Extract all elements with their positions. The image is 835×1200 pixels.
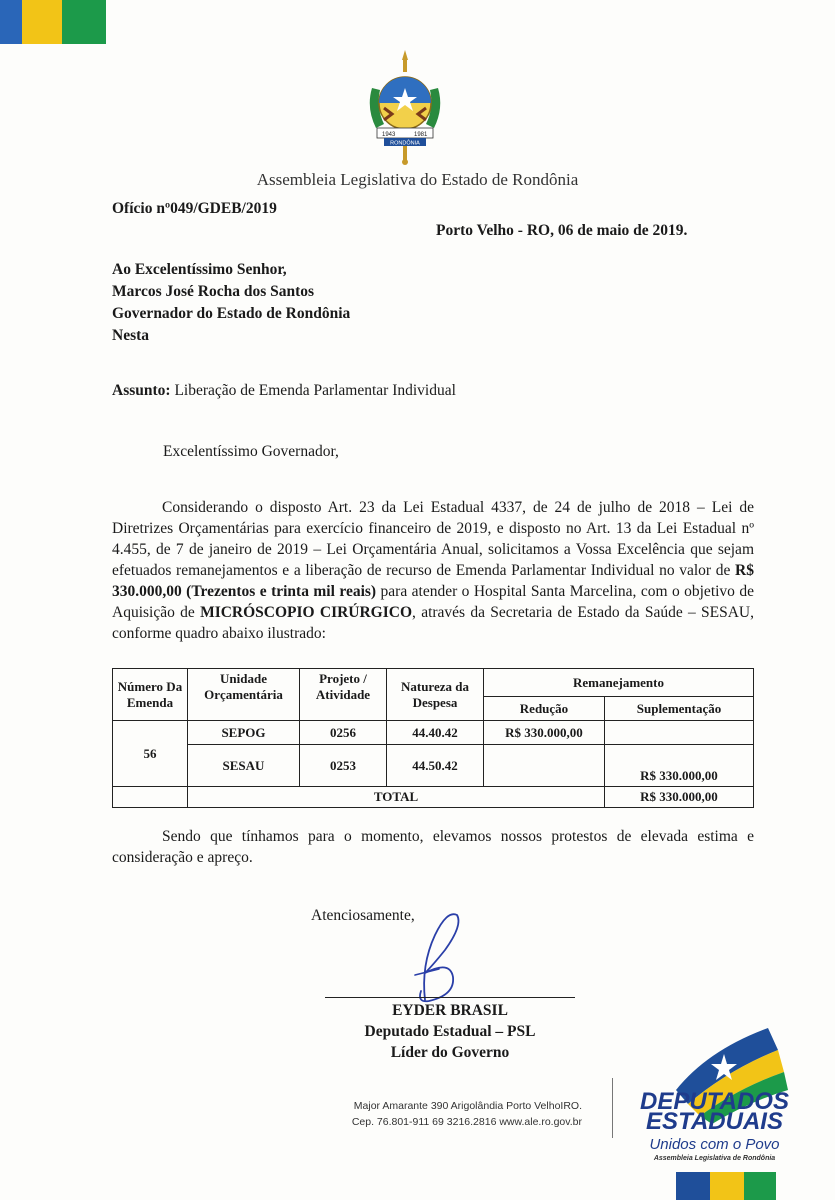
institution-name: Assembleia Legislativa do Estado de Rondônia xyxy=(256,170,579,189)
recipient-block xyxy=(112,259,350,347)
body-item: MICRÓSCOPIO CIRÚRGICO xyxy=(200,604,413,621)
footer-divider xyxy=(612,1078,613,1138)
body-text-3: , através da Secretaria de Estado da Saúde – SESAU, conforme quadro abaixo ilustrado: xyxy=(112,604,754,642)
header-reducao: Redução xyxy=(484,697,605,721)
cell-projeto: 0253 xyxy=(300,745,387,787)
seal-name: RONDÔNIA xyxy=(390,140,420,147)
budget-table xyxy=(112,668,754,808)
signer-name: EYDER BRASIL xyxy=(392,1002,508,1019)
signer-role: Deputado Estadual – PSL xyxy=(364,1023,536,1040)
logo-small-text: Assembleia Legislativa de Rondônia xyxy=(653,1155,776,1162)
document-date: Porto Velho - RO, 06 de maio de 2019. xyxy=(436,222,688,239)
document-reference: Ofício nº049/GDEB/2019 xyxy=(112,200,277,217)
header-numero: Número Da Emenda xyxy=(113,669,188,721)
logo-line-2: ESTADUAIS xyxy=(646,1108,783,1135)
footer-address-line: Cep. 76.801-911 69 3216.2816 www.ale.ro.gov.br xyxy=(351,1116,582,1128)
table-total-row xyxy=(113,787,754,808)
closing-text: Sendo que tínhamos para o momento, elevamos nossos protestos de elevada estima e consideração e apreço. xyxy=(112,828,754,866)
seal-year-left: 1943 xyxy=(382,132,396,138)
total-value: R$ 330.000,00 xyxy=(605,787,754,808)
subject-line xyxy=(112,382,456,400)
cell-reducao xyxy=(484,745,605,787)
cell-natureza: 44.40.42 xyxy=(387,721,484,745)
signature-block xyxy=(325,1000,575,1063)
seal-year-right: 1981 xyxy=(414,132,428,138)
recipient-line: Nesta xyxy=(112,327,150,344)
header-remanejamento: Remanejamento xyxy=(484,669,754,697)
flag-stripes-top xyxy=(0,0,106,44)
recipient-line: Marcos José Rocha dos Santos xyxy=(112,283,315,300)
coat-of-arms-seal xyxy=(362,48,448,166)
body-text-1: Considerando o disposto Art. 23 da Lei Estadual 4337, de 24 de julho de 2018 – Lei de Diretrizes Orçamentárias para exercício financeiro de 2019, e disposto no Art. 13 da Lei Estadual nº 4.455, de 7 de janeiro de 2019 – Lei Orçamentária Anual, solicitamos a Vossa Excelência que sejam efetuados remanejamentos e a liberação de recurso de Emenda Parlamentar Individual no valor de xyxy=(112,499,754,579)
total-label: TOTAL xyxy=(188,787,605,808)
signer-title: Líder do Governo xyxy=(390,1044,510,1061)
logo-slogan: Unidos com o Povo xyxy=(649,1136,780,1153)
cell-emenda: 56 xyxy=(113,721,188,787)
table-row xyxy=(113,745,754,787)
header-unidade: Unidade Orçamentária xyxy=(188,669,300,721)
cell-suplementacao: R$ 330.000,00 xyxy=(605,745,754,787)
header-suplementacao: Suplementação xyxy=(605,697,754,721)
flag-stripes-bottom xyxy=(676,1172,776,1200)
subject-text: Liberação de Emenda Parlamentar Individual xyxy=(170,382,456,399)
handwritten-signature xyxy=(395,905,475,1015)
table-row xyxy=(113,721,754,745)
signature-line xyxy=(325,997,575,998)
logo-line-1: DEPUTADOS xyxy=(640,1088,789,1115)
cell-projeto: 0256 xyxy=(300,721,387,745)
header-natureza: Natureza da Despesa xyxy=(387,669,484,721)
header-projeto: Projeto / Atividade xyxy=(300,669,387,721)
body-text-2: para atender o Hospital Santa Marcelina, com o objetivo de Aquisição de xyxy=(112,583,754,621)
footer-address xyxy=(300,1098,582,1130)
subject-label: Assunto: xyxy=(112,382,171,399)
closing-paragraph xyxy=(112,826,754,868)
footer-address-line: Major Amarante 390 Arigolândia Porto VelhoIRO. xyxy=(353,1100,582,1112)
recipient-line: Ao Excelentíssimo Senhor, xyxy=(112,261,287,278)
logo-text xyxy=(632,1088,797,1135)
cell-suplementacao xyxy=(605,721,754,745)
salutation: Excelentíssimo Governador, xyxy=(163,443,339,460)
cell-unidade: SESAU xyxy=(188,745,300,787)
cell-natureza: 44.50.42 xyxy=(387,745,484,787)
cell-reducao: R$ 330.000,00 xyxy=(484,721,605,745)
recipient-line: Governador do Estado de Rondônia xyxy=(112,305,351,322)
body-amount: R$ 330.000,00 (Trezentos e trinta mil reais) xyxy=(112,562,754,600)
body-paragraph xyxy=(112,497,754,644)
regards: Atenciosamente, xyxy=(311,907,415,924)
cell-unidade: SEPOG xyxy=(188,721,300,745)
